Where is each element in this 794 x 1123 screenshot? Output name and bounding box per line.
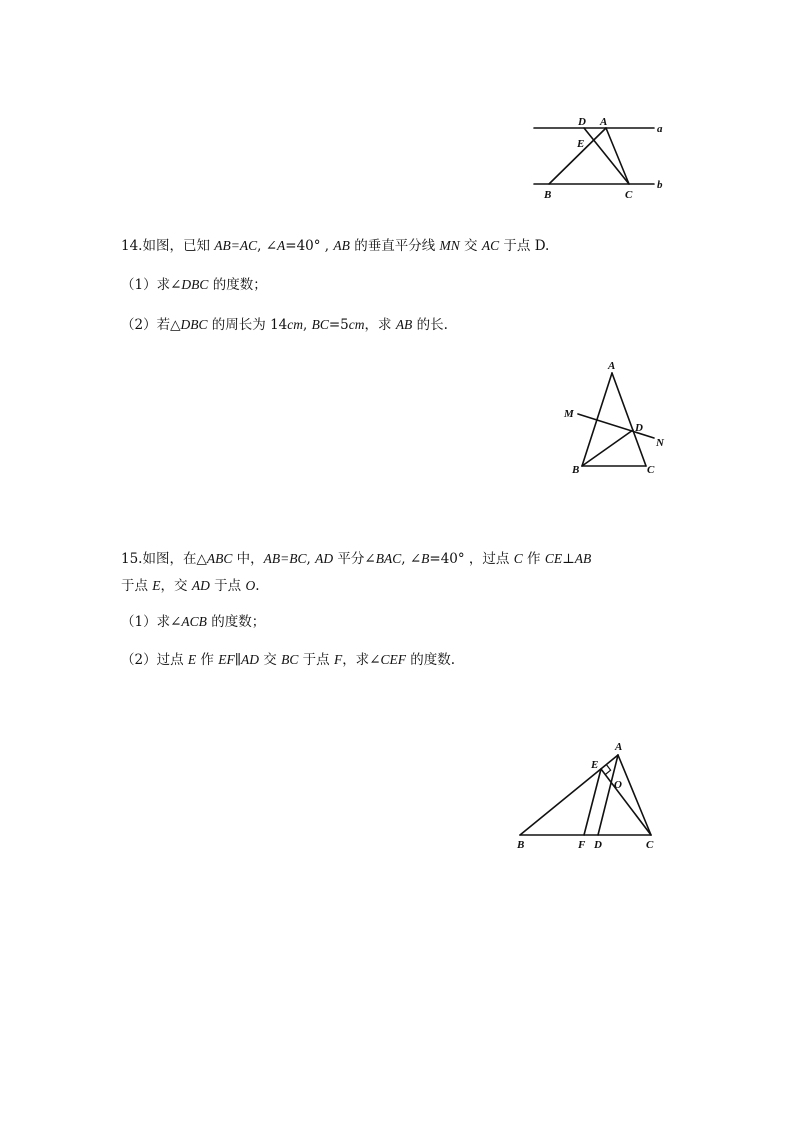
q14-part1: （1）求∠DBC 的度数； bbox=[121, 277, 267, 293]
figure-q15 bbox=[512, 735, 672, 855]
label-C: C bbox=[647, 464, 655, 476]
label-B: B bbox=[572, 464, 580, 476]
label-N: N bbox=[656, 437, 664, 449]
label-A: A bbox=[608, 360, 616, 372]
label-M: M bbox=[564, 408, 574, 420]
segment-BD bbox=[582, 430, 633, 466]
segment-CE bbox=[601, 769, 651, 835]
segment-AC bbox=[618, 755, 651, 835]
label-D: D bbox=[635, 422, 643, 434]
label-D: D bbox=[578, 116, 586, 128]
segment-DC bbox=[584, 128, 629, 184]
label-B: B bbox=[517, 839, 525, 851]
q14-part2: （2）若△DBC 的周长为 14cm, BC=5cm，求 AB 的长. bbox=[121, 317, 448, 333]
label-F: F bbox=[578, 839, 586, 851]
q15-part2: （2）过点 E 作 EF∥AD 交 BC 于点 F，求∠CEF 的度数. bbox=[121, 652, 456, 668]
label-B: B bbox=[544, 189, 552, 201]
figure-q14-svg bbox=[560, 358, 670, 483]
segment-AC bbox=[612, 373, 646, 466]
label-D: D bbox=[594, 839, 602, 851]
segment-BA bbox=[549, 128, 606, 184]
label-A: A bbox=[615, 741, 623, 753]
q15-part1: （1）求∠ACB 的度数； bbox=[121, 614, 266, 630]
segment-AC bbox=[606, 128, 629, 184]
right-angle-mark bbox=[605, 765, 610, 775]
q15-stem-line1: 15.如图，在△ABC 中，AB=BC, AD 平分∠BAC, ∠B=40° ，过点 C 作 CE⊥AB bbox=[121, 551, 592, 567]
label-C: C bbox=[646, 839, 654, 851]
label-O: O bbox=[614, 779, 622, 791]
q15-stem-line2: 于点 E，交 AD 于点 O. bbox=[121, 578, 260, 594]
label-a: a bbox=[657, 123, 663, 135]
label-b: b bbox=[657, 179, 663, 191]
figure-q13-svg bbox=[530, 110, 670, 205]
figure-q13 bbox=[530, 110, 670, 205]
figure-q15-svg bbox=[512, 735, 672, 855]
label-A: A bbox=[600, 116, 608, 128]
segment-EF bbox=[584, 769, 601, 835]
label-C: C bbox=[625, 189, 633, 201]
segment-BA bbox=[520, 755, 618, 835]
q14-stem: 14.如图，已知 AB=AC, ∠A=40° , AB 的垂直平分线 MN 交 AC 于点 D. bbox=[121, 238, 550, 254]
label-E: E bbox=[577, 138, 585, 150]
label-E: E bbox=[591, 759, 599, 771]
figure-q14 bbox=[560, 358, 670, 483]
